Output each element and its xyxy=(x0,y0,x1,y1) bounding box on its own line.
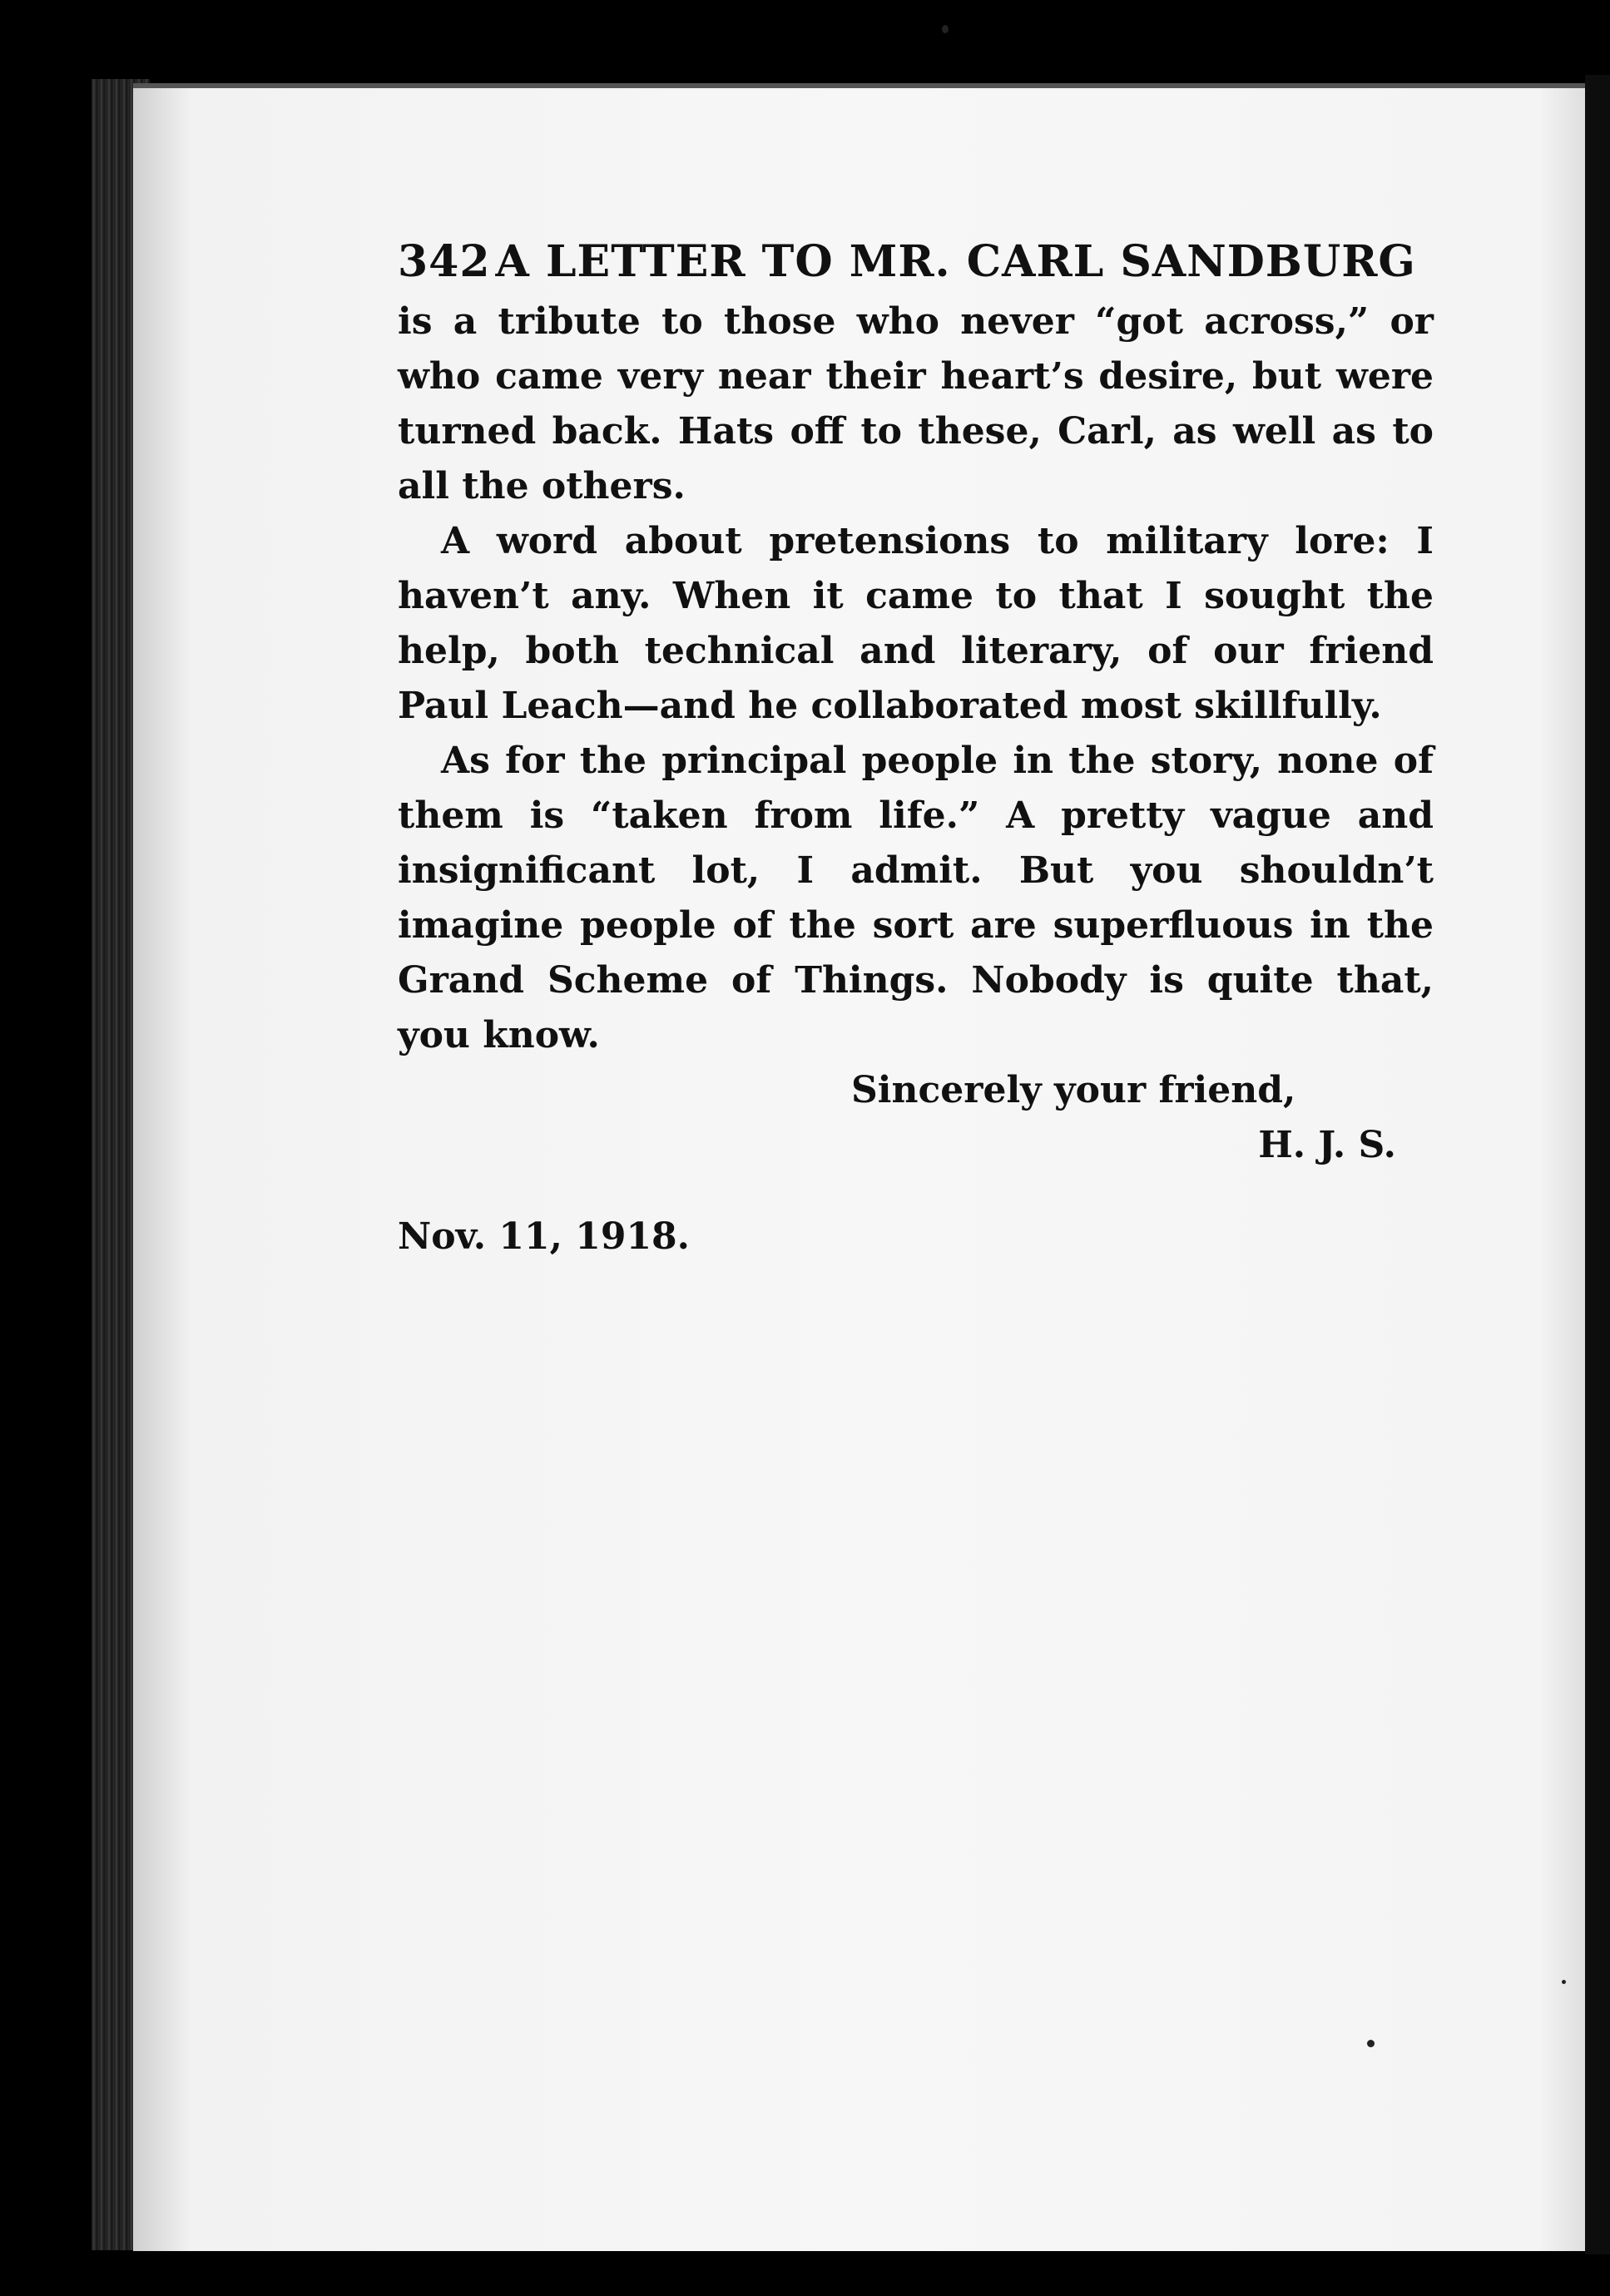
letter-date: Nov. 11, 1918. xyxy=(398,1215,690,1258)
scan-speck xyxy=(1562,1980,1566,1984)
paragraph-1: is a tribute to those who never “got across,” or who came very near their heart’s desire, but were turned back. Hats off to these, Carl, as well as to all the others. xyxy=(398,300,1434,507)
running-head xyxy=(398,235,1434,289)
letter-closing: Sincerely your friend, xyxy=(851,1069,1296,1111)
paragraph-3: As for the principal people in the story, none of them is “taken from life.” A pretty vague and insignificant lot, I admit. But you shouldn’t imagine people of the sort are superfluous in the Grand Scheme of Things. Nobody is quite that, you know. xyxy=(398,740,1434,1056)
letter-signature: H. J. S. xyxy=(1258,1124,1396,1166)
scan-speck xyxy=(1367,2040,1375,2047)
page-text xyxy=(398,235,1434,1264)
paragraph-2: A word about pretensions to military lore: I haven’t any. When it came to that I sought the help, both technical and literary, of our friend Paul Leach—and he collaborated most skillfully. xyxy=(398,520,1434,727)
scan-speck xyxy=(942,25,949,33)
running-head-title: A LETTER TO MR. CARL SANDBURG xyxy=(495,236,1416,287)
page-number: 342 xyxy=(398,236,491,287)
page-right-edge xyxy=(1585,75,1610,2254)
